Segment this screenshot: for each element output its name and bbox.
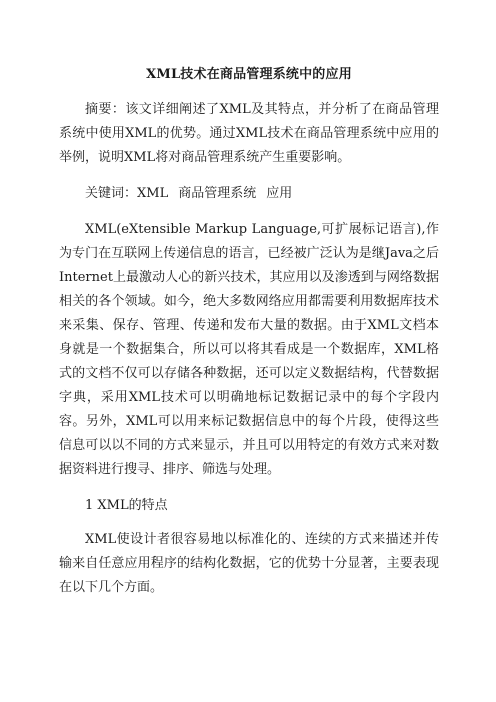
- keywords-label: 关键词：: [85, 186, 138, 201]
- document-title: XML技术在商品管理系统中的应用: [146, 67, 352, 82]
- body-paragraph-xml-intro: XML(eXtensible Markup Language,可扩展标记语言),作为专门在互联网上传递信息的语言，已经被广泛认为是继Java之后Internet上最激动人心的新兴技术，其应用以及渗透到与网络数据相关的各个领域。如今，绝大多数网络应用都需要利用数据库技术来采集、保存、管理、传递和发布大量的数据。由于XML文档本身就是一个数据集合，所以可以将其看成是一个数据库，XML格式的文档不仅可以存储各种数据，还可以定义数据结构，代替数据字典，采用XML技术可以明确地标记数据记录中的每个字段内容。另外，XML可以用来标记数据信息中的每个片段，使得这些信息可以以不同的方式来显示，并且可以用特定的有效方式来对数据资料进行搜寻、排序、筛选与处理。: [59, 222, 439, 477]
- body-paragraph-xml-advantages: XML使设计者很容易地以标准化的、连续的方式来描述并传输来自任意应用程序的结构化数据，它的优势十分显著，主要表现在以下几个方面。: [59, 532, 439, 595]
- abstract-paragraph: 摘要：该文详细阐述了XML及其特点，并分析了在商品管理系统中使用XML的优势。通过XML技术在商品管理系统中应用的举例，说明XML将对商品管理系统产生重要影响。: [59, 102, 439, 165]
- keywords-line: [59, 182, 439, 206]
- keyword-3: 应用: [266, 186, 293, 201]
- section-heading: 1 XML的特点: [85, 498, 168, 513]
- keyword-2: 商品管理系统: [178, 186, 257, 201]
- keyword-1: XML: [137, 186, 169, 201]
